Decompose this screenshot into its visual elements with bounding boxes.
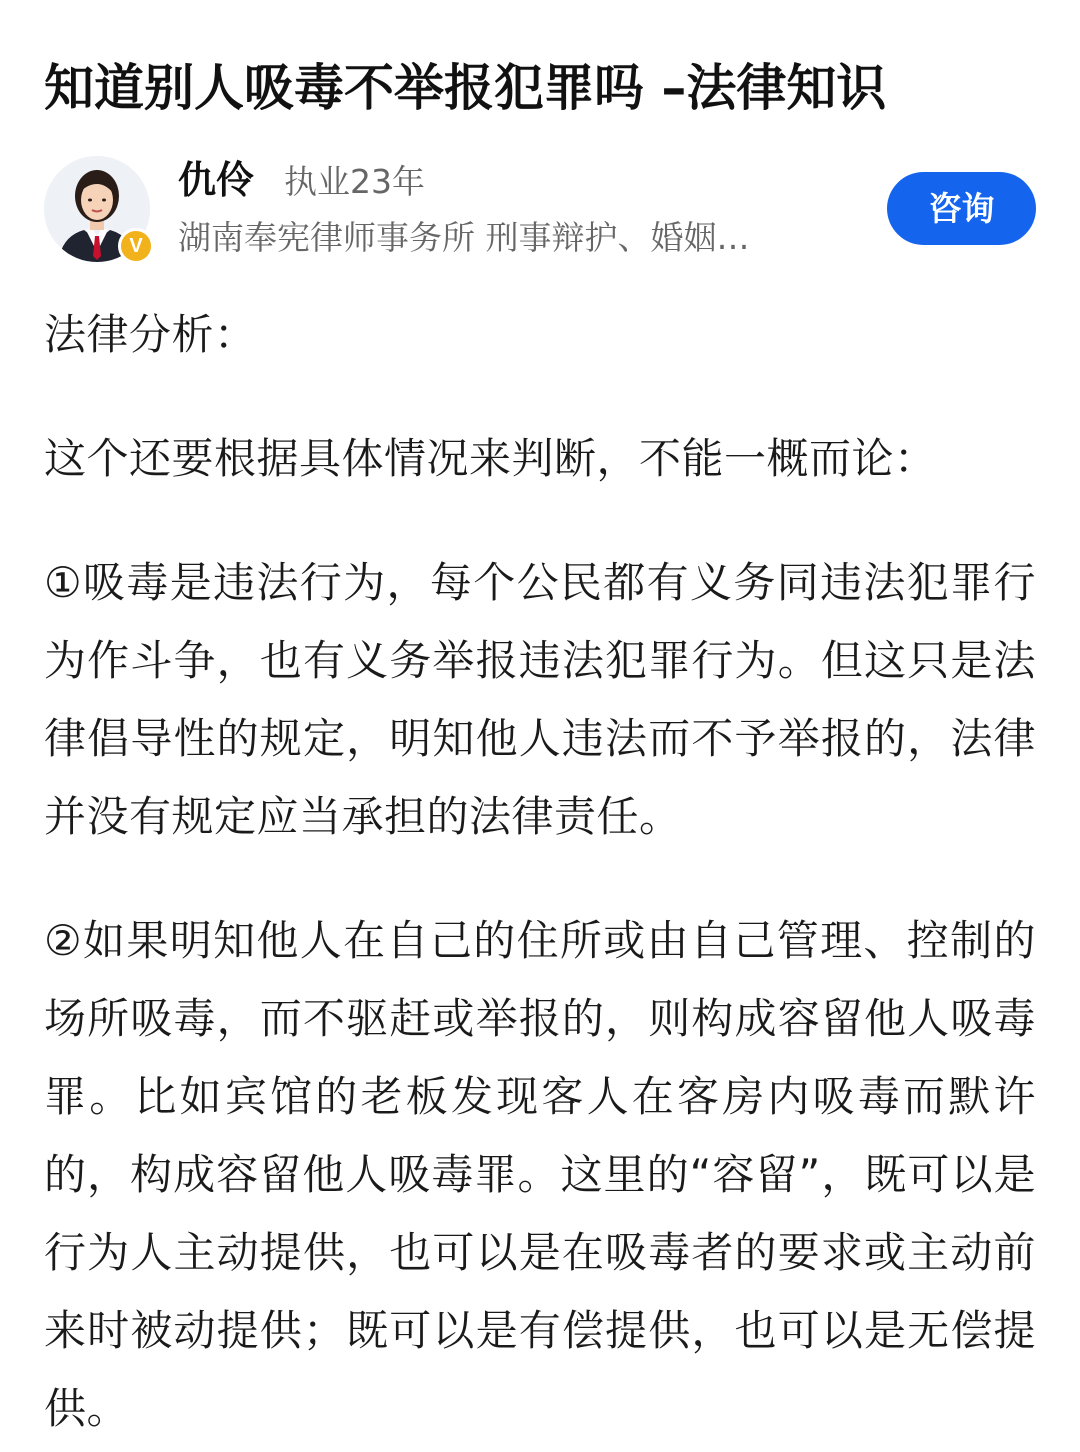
author-experience: 执业23年: [284, 162, 425, 201]
consult-button[interactable]: 咨询: [887, 172, 1036, 245]
content-paragraph: 法律分析：: [44, 310, 257, 359]
verified-badge-icon: V: [118, 228, 154, 264]
article-content: [44, 296, 1036, 1448]
author-organization: 湖南奉宪律师事务所 刑事辩护、婚姻…: [178, 218, 750, 257]
author-name[interactable]: 仇伶: [178, 158, 255, 202]
article-title: 知道别人吸毒不举报犯罪吗 –法律知识: [44, 58, 887, 117]
content-paragraph: ①吸毒是违法行为，每个公民都有义务同违法犯罪行为作斗争，也有义务举报违法犯罪行为。但这只是法律倡导性的规定，明知他人违法而不予举报的，法律并没有规定应当承担的法律责任。: [44, 558, 1036, 841]
content-paragraph: 这个还要根据具体情况来判断，不能一概而论：: [44, 434, 937, 483]
author-card[interactable]: [44, 152, 1036, 264]
content-paragraph: ②如果明知他人在自己的住所或由自己管理、控制的场所吸毒，而不驱赶或举报的，则构成容留他人吸毒罪。比如宾馆的老板发现客人在客房内吸毒而默许的，构成容留他人吸毒罪。这里的“容留”，既可以是行为人主动提供，也可以是在吸毒者的要求或主动前来时被动提供；既可以是有偿提供，也可以是无偿提供。: [44, 916, 1036, 1433]
